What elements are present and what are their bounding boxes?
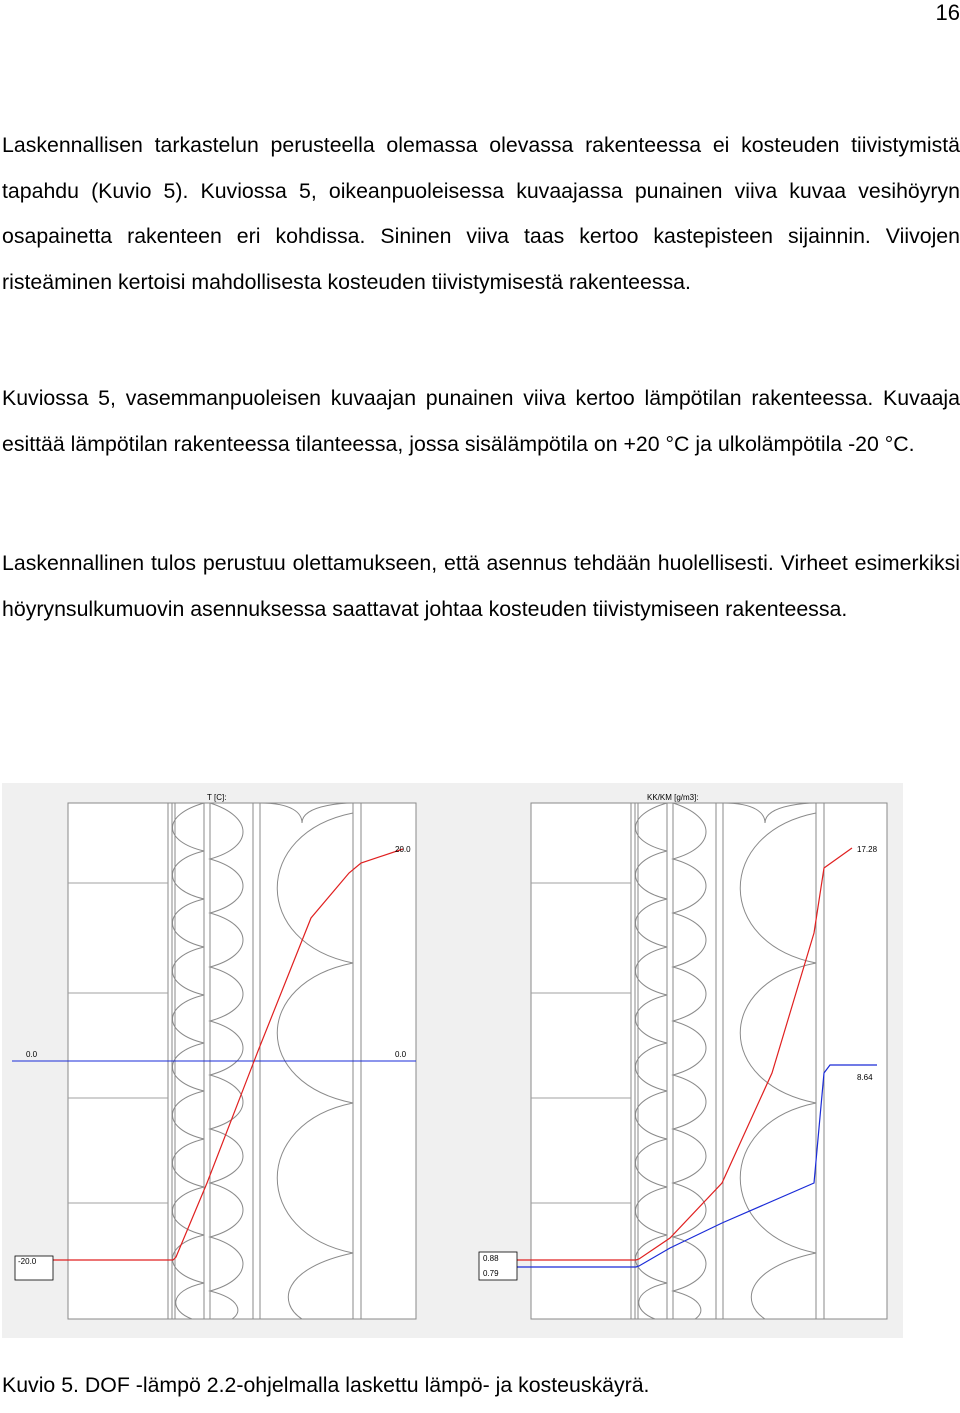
left-label-zero-right: 0.0 xyxy=(395,1050,407,1059)
left-label-bottom: -20.0 xyxy=(18,1257,37,1266)
paragraph-assumption: Laskennallinen tulos perustuu olettamukseen, että asennus tehdään huolellisesti. Virheet esimerkiksi höyrynsulkumuovin asennuksessa saattavat johtaa kosteuden tiivistymiseen rakenteessa. xyxy=(2,551,960,621)
left-temperature-panel xyxy=(12,793,416,1319)
figure-dof-calculation xyxy=(2,783,903,1338)
page-number: 16 xyxy=(935,0,960,25)
left-label-zero-left: 0.0 xyxy=(26,1050,38,1059)
right-label-bottom-2: 0.79 xyxy=(483,1269,499,1278)
paragraph-temperature: Kuviossa 5, vasemmanpuoleisen kuvaajan punainen viiva kertoo lämpötilan rakenteessa. Kuvaaja esittää lämpötilan rakenteessa tilanteessa, jossa sisälämpötila on +20 °C ja ulkolämpötila -20 °C. xyxy=(2,386,960,456)
paragraph-condensation: Laskennallisen tarkastelun perusteella olemassa olevassa rakenteessa ei kosteuden tiivistymistä tapahdu (Kuvio 5). Kuviossa 5, oikeanpuoleisessa kuvaajassa punainen viiva kuvaa vesihöyryn osapainetta rakenteen eri kohdissa. Sininen viiva taas kertoo kastepisteen sijainnin. Viivojen risteäminen kertoisi mahdollisesta kosteuden tiivistymisestä rakenteessa. xyxy=(2,133,960,294)
right-label-bottom-1: 0.88 xyxy=(483,1254,499,1263)
figure-caption: Kuvio 5. DOF -lämpö 2.2-ohjelmalla laskettu lämpö- ja kosteuskäyrä. xyxy=(2,1373,650,1397)
right-panel-frame xyxy=(531,803,887,1319)
left-panel-title: T [C]: xyxy=(207,793,227,802)
left-label-top: 20.0 xyxy=(395,845,411,854)
right-panel-title: KK/KM [g/m3]: xyxy=(647,793,699,802)
right-label-top: 17.28 xyxy=(857,845,878,854)
right-label-mid: 8.64 xyxy=(857,1073,873,1082)
right-moisture-panel xyxy=(479,793,887,1319)
